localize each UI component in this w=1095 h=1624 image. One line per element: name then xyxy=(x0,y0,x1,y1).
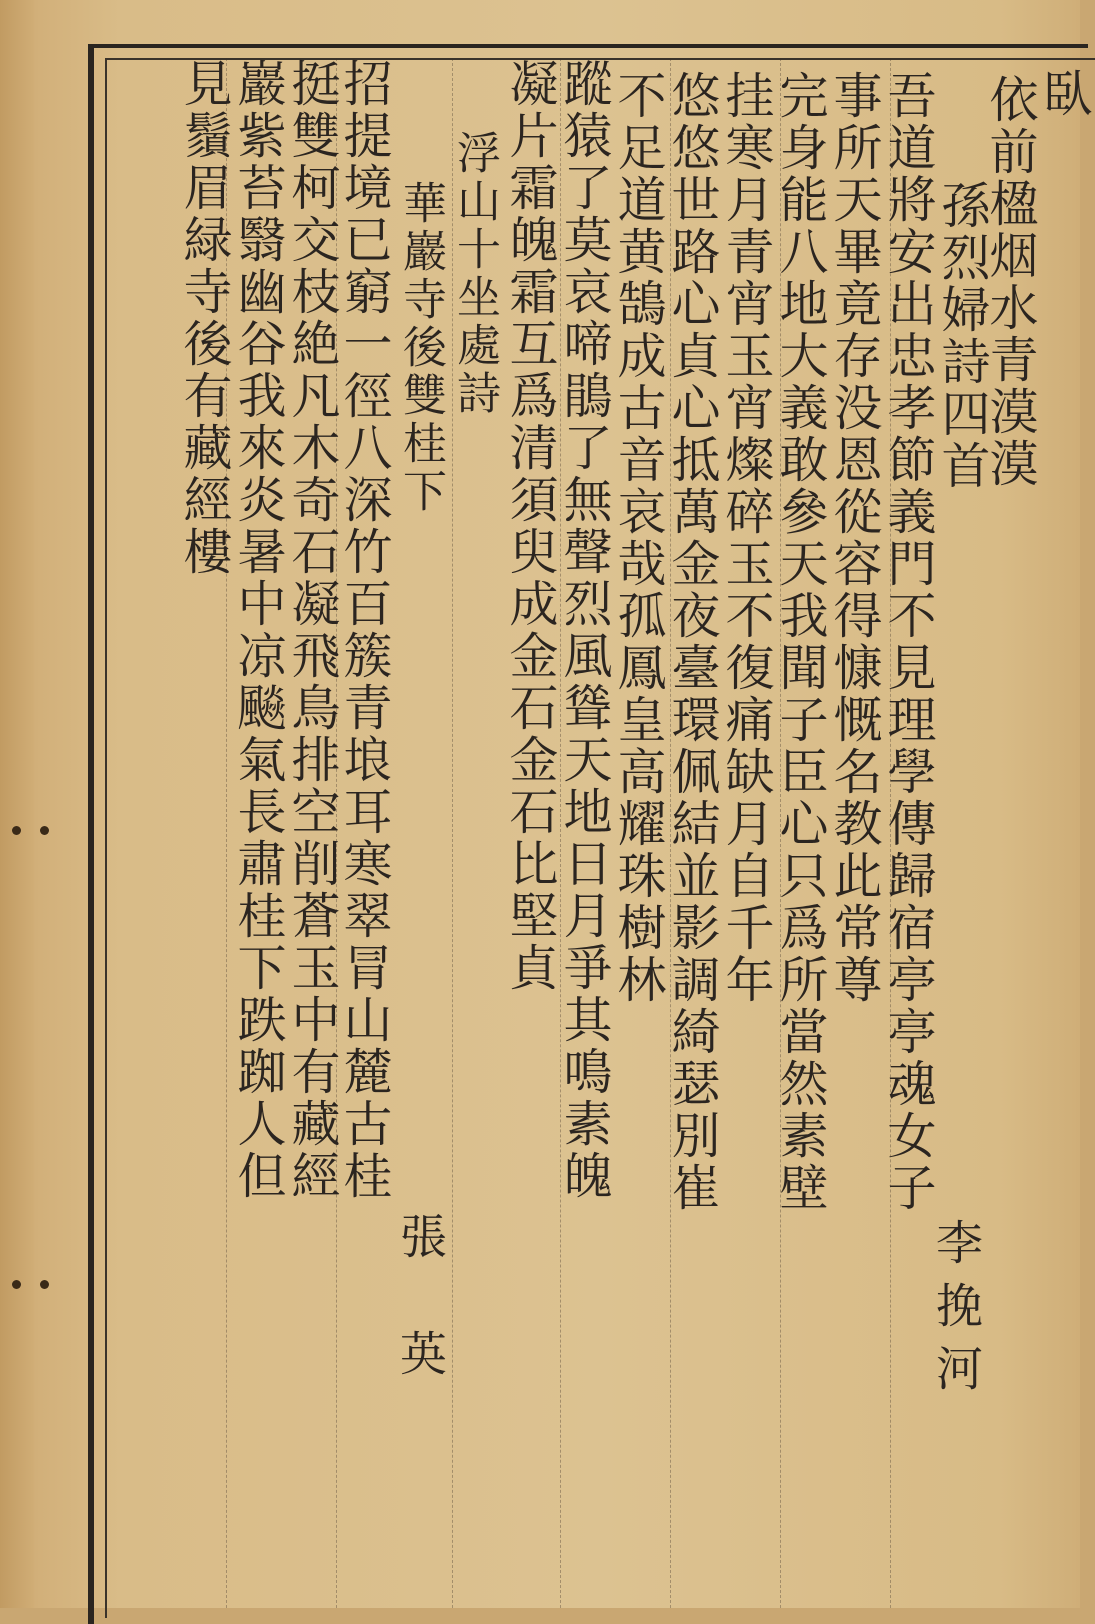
text-column-1: 依前楹烟水青漠漠 xyxy=(982,74,1039,490)
text-column-15: 巖紫苔翳幽谷我來炎暑中凉飈氣長肅桂下跌踟人但 xyxy=(230,58,287,1202)
text-column-16: 見鬚眉緑寺後有藏經樓 xyxy=(176,58,233,578)
text-column-10: 凝片霜魄霜互爲清須臾成金石金石比堅貞 xyxy=(502,58,559,994)
text-column-3: 吾道將安出忠孝節義門不見理學傳歸宿亭亭魂女子 xyxy=(880,70,937,1214)
text-column-9: 蹤猿了莫哀啼鵑了無聲烈風聳天地日月爭其鳴素魄 xyxy=(556,58,613,1202)
text-column-7: 悠悠世路心貞心抵萬金夜臺環佩結並影調綺瑟別崔 xyxy=(664,70,721,1214)
text-column-5: 完身能八地大義敢參天我聞子臣心只爲所當然素壁 xyxy=(772,70,829,1214)
binding-hole xyxy=(12,826,21,835)
text-column-4: 事所天畢竟存没恩從容得慷慨名教此常尊 xyxy=(826,70,883,1006)
binding-hole xyxy=(40,1280,49,1289)
author-name: 李挽河 xyxy=(928,1218,983,1407)
text-column-13: 招提境已窮一徑八深竹百簇青埌耳寒翠冐山麓古桂 xyxy=(336,58,393,1202)
text-column-14: 挺雙柯交枝絶凡木奇石凝飛鳥排空削蒼玉中有藏經 xyxy=(284,58,341,1202)
author-name: 張英 xyxy=(392,1212,447,1446)
header-fragment: 臥 xyxy=(1036,68,1093,120)
text-column-8: 不足道黄鵠成古音哀哉孤鳳皇高耀珠樹林 xyxy=(610,70,667,1006)
binding-hole xyxy=(40,826,49,835)
section-title: 浮山十坐處詩 xyxy=(449,130,500,418)
binding-margin xyxy=(0,0,34,1608)
poem-title: 孫烈婦詩四首 xyxy=(934,180,991,492)
poem-title: 華巖寺後雙桂下 xyxy=(395,180,446,516)
text-column-6: 挂寒月青宵玉宵燦碎玉不復痛缺月自千年 xyxy=(718,70,775,1006)
binding-hole xyxy=(12,1280,21,1289)
